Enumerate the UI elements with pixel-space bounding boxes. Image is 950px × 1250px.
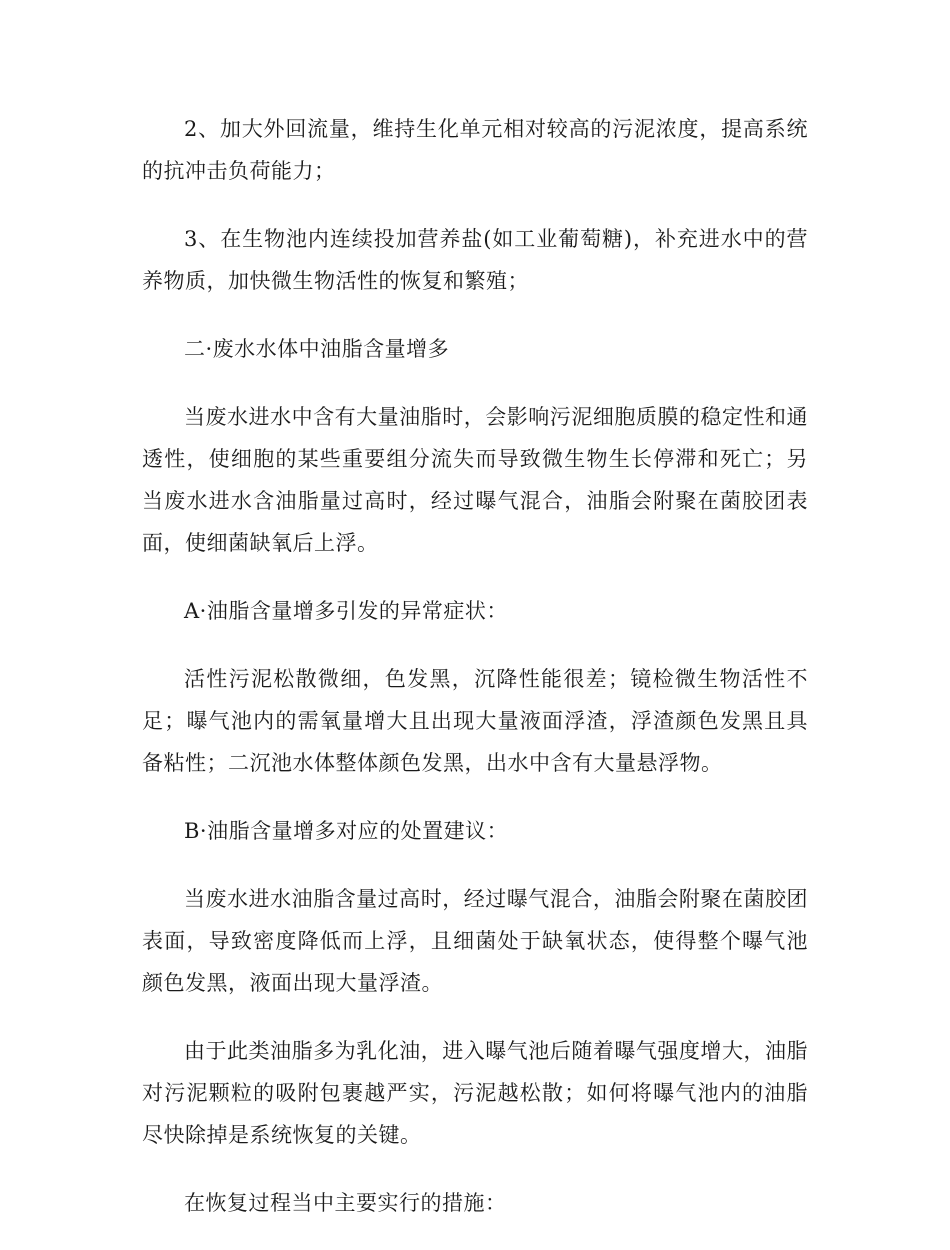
paragraph-oil-flotation: 当废水进水油脂含量过高时，经过曝气混合，油脂会附聚在菌胶团表面，导致密度降低而上浮，且细菌处于缺氧状态，使得整个曝气池颜色发黑，液面出现大量浮渣。 — [142, 887, 808, 995]
document-page — [142, 108, 808, 1250]
section-heading-oil-content: 二·废水水体中油脂含量增多 — [184, 337, 450, 361]
subheading-symptoms: A·油脂含量增多引发的异常症状： — [184, 599, 508, 623]
subheading-recommendations: B·油脂含量增多对应的处置建议： — [184, 819, 509, 843]
paragraph-measures-intro: 在恢复过程当中主要实行的措施： — [184, 1191, 507, 1215]
paragraph-oil-impact: 当废水进水中含有大量油脂时，会影响污泥细胞质膜的稳定性和通透性，使细胞的某些重要组分流失而导致微生物生长停滞和死亡；另当废水进水含油脂量过高时，经过曝气混合，油脂会附聚在菌胶团表面，使细菌缺氧后上浮。 — [142, 405, 808, 555]
paragraph-symptoms: 活性污泥松散微细，色发黑，沉降性能很差；镜检微生物活性不足；曝气池内的需氧量增大且出现大量液面浮渣，浮渣颜色发黑且具备粘性；二沉池水体整体颜色发黑，出水中含有大量悬浮物。 — [142, 667, 808, 775]
paragraph-emulsified-oil: 由于此类油脂多为乳化油，进入曝气池后随着曝气强度增大，油脂对污泥颗粒的吸附包裹越严实，污泥越松散；如何将曝气池内的油脂尽快除掉是系统恢复的关键。 — [142, 1039, 808, 1147]
paragraph-increase-return-flow: 2、加大外回流量，维持生化单元相对较高的污泥浓度，提高系统的抗冲击负荷能力； — [142, 117, 808, 183]
paragraph-add-nutrients: 3、在生物池内连续投加营养盐(如工业葡萄糖)，补充进水中的营养物质，加快微生物活性的恢复和繁殖； — [142, 227, 808, 293]
